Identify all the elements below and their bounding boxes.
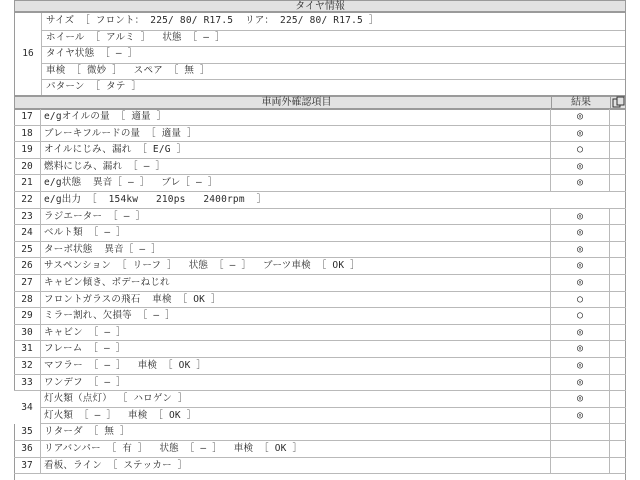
row-item-text: ベルト類 ［ ― ］ <box>44 227 126 239</box>
tire-info-title: タイヤ情報 <box>295 1 345 12</box>
row-number: 18 <box>14 126 41 142</box>
inspection-row <box>14 209 626 226</box>
row-result: ◎ <box>550 275 610 291</box>
row-number: 34 <box>14 391 41 424</box>
row-number: 22 <box>14 192 41 208</box>
inspection-row <box>14 242 626 259</box>
row-item-text: ラジエーター ［ ― ］ <box>44 210 146 222</box>
row-result: ◎ <box>550 175 610 191</box>
row-item-text: 燃料にじみ、漏れ ［ ― ］ <box>44 160 166 172</box>
inspection-row <box>14 192 626 209</box>
result-column-header: 結果 <box>551 97 611 108</box>
row-number: 27 <box>14 275 41 291</box>
inspection-row <box>14 424 626 441</box>
tire-info-header <box>14 0 626 12</box>
inspection-row <box>14 258 626 275</box>
row-number: 37 <box>14 458 41 474</box>
inspection-row <box>14 292 626 309</box>
row-result <box>550 441 610 457</box>
inspection-row <box>14 275 626 292</box>
inspection-spare-text: 車検 ［ 微妙 ］ スペア ［ 無 ］ <box>46 64 210 76</box>
row-result: ◎ <box>550 126 610 142</box>
inspection-row <box>14 159 626 176</box>
row-result <box>550 424 610 440</box>
row-item-text: e/g出力 ［ 154kw 210ps 2400rpm ］ <box>44 194 267 205</box>
row-item-text: e/gオイルの量 ［ 適量 ］ <box>44 111 167 122</box>
row-number: 30 <box>14 325 41 341</box>
row-number: 19 <box>14 142 41 158</box>
inspection-row <box>14 358 626 375</box>
row-number: 24 <box>14 225 41 241</box>
copy-icon[interactable] <box>612 96 626 108</box>
row-item-text: ワンデフ ［ ― ］ <box>44 376 126 388</box>
pattern-text: パターン ［ タテ ］ <box>46 81 142 93</box>
row-number: 31 <box>14 341 41 357</box>
row-number: 28 <box>14 292 41 308</box>
row-result: ◎ <box>550 258 610 274</box>
row-item-text: 看板、ライン ［ ステッカー ］ <box>44 459 188 471</box>
inspection-row <box>14 441 626 458</box>
row-result: ◎ <box>550 225 610 241</box>
row-item-text: 灯火類 ［ ― ］ 車検 ［ OK ］ <box>44 409 197 421</box>
row-result: ○ <box>550 142 610 158</box>
inspection-title: 車両外確認項目 <box>261 97 332 108</box>
tire-size-text: サイズ ［ フロント： 225/ 80/ R17.5 リア： 225/ 80/ R17.5 ］ <box>46 15 379 26</box>
row-result: ◎ <box>550 391 610 407</box>
wheel-line <box>42 30 625 48</box>
row-result: ◎ <box>550 408 610 424</box>
row-item-text: サスペンション ［ リーフ ］ 状態 ［ ― ］ ブーツ車検 ［ OK ］ <box>44 260 360 272</box>
row-result: ◎ <box>550 109 610 125</box>
inspection-row <box>14 308 626 325</box>
inspection-row <box>14 142 626 159</box>
row-number: 32 <box>14 358 41 374</box>
row-result <box>550 458 610 474</box>
inspection-row <box>14 109 626 126</box>
inspection-row <box>14 375 626 392</box>
row-item-text: キャビン傾き、ボデーねじれ <box>44 277 170 288</box>
row-result: ○ <box>550 292 610 308</box>
row-result: ◎ <box>550 375 610 391</box>
row-item-text: マフラー ［ ― ］ 車検 ［ OK ］ <box>44 360 207 371</box>
row-result: ◎ <box>550 341 610 357</box>
inspection-row <box>14 175 626 192</box>
row-item-text: 灯火類（点灯） ［ ハロゲン ］ <box>44 393 188 405</box>
inspection-spare-line <box>42 63 625 81</box>
inspection-row <box>14 126 626 143</box>
row-item-text: リアバンパー ［ 有 ］ 状態 ［ ― ］ 車検 ［ OK ］ <box>44 443 303 454</box>
inspection-row <box>14 408 626 425</box>
tire-condition-text: タイヤ状態 ［ ― ］ <box>46 48 138 60</box>
row-item-text: オイルにじみ、漏れ ［ E/G ］ <box>44 144 187 156</box>
wheel-text: ホイール ［ アルミ ］ 状態 ［ ― ］ <box>46 31 225 43</box>
row-number: 17 <box>14 109 41 125</box>
pattern-line <box>42 79 625 96</box>
row-number: 20 <box>14 159 41 175</box>
tire-size-line <box>42 13 625 31</box>
tire-row-number: 16 <box>15 13 42 95</box>
inspection-row <box>14 325 626 342</box>
inspection-row <box>14 458 626 475</box>
row-item-text: ブレーキフルードの量 ［ 適量 ］ <box>44 127 197 139</box>
inspection-row <box>14 225 626 242</box>
tire-info-block <box>14 12 626 96</box>
row-number: 36 <box>14 441 41 457</box>
row-number: 26 <box>14 258 41 274</box>
tire-condition-line <box>42 46 625 64</box>
row-item-text: フロントガラスの飛石 車検 ［ OK ］ <box>44 293 221 305</box>
row-number: 21 <box>14 175 41 191</box>
row-item-text: ミラー割れ、欠損等 ［ ― ］ <box>44 310 175 322</box>
inspection-row <box>14 391 626 414</box>
row-item-text: キャビン ［ ― ］ <box>44 326 126 338</box>
row-item-text: ターボ状態 異音［ ― ］ <box>44 243 161 255</box>
row-result: ◎ <box>550 325 610 341</box>
row-result: ◎ <box>550 358 610 374</box>
row-number: 25 <box>14 242 41 258</box>
row-item-text: リターダ ［ 無 ］ <box>44 426 130 438</box>
row-number: 33 <box>14 375 41 391</box>
row-result: ◎ <box>550 159 610 175</box>
row-result: ○ <box>550 308 610 324</box>
row-number: 35 <box>14 424 41 440</box>
row-result: ◎ <box>550 209 610 225</box>
row-item-text: e/g状態 異音［ ― ］ ブレ［ ― ］ <box>44 177 218 189</box>
row-item-text: フレーム ［ ― ］ <box>44 343 126 355</box>
inspection-header-row <box>14 96 626 109</box>
row-result: ◎ <box>550 242 610 258</box>
inspection-row <box>14 341 626 358</box>
row-number: 23 <box>14 209 41 225</box>
row-number: 29 <box>14 308 41 324</box>
